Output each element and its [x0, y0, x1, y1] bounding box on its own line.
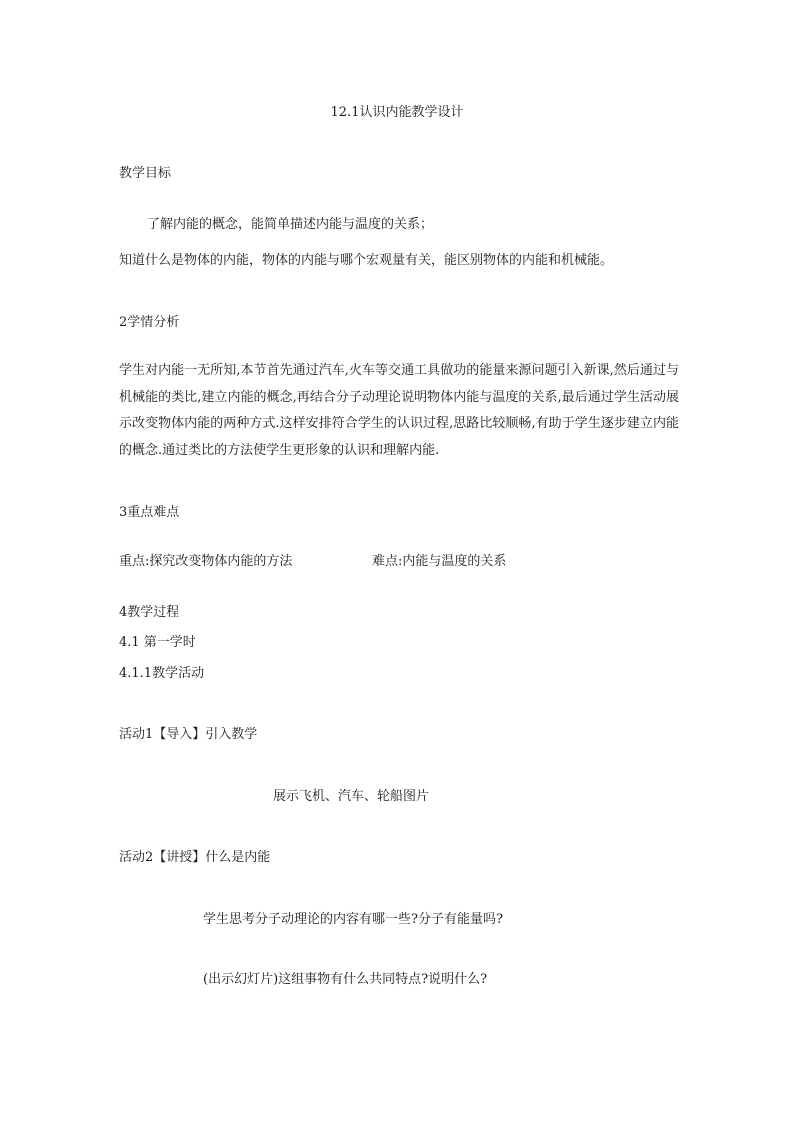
activity-2-content-1: 学生思考分子动理论的内容有哪一些?分子有能量吗? [203, 912, 503, 927]
document-title: 12.1认识内能教学设计 [330, 105, 464, 120]
difficulty-text: 难点:内能与温度的关系 [372, 554, 507, 569]
section-heading-student-analysis: 2学情分析 [119, 315, 180, 330]
activity-1-heading: 活动1【导入】引入教学 [119, 727, 258, 742]
goal-line-1: 了解内能的概念，能简单描述内能与温度的关系； [147, 217, 434, 232]
activity-2-content-2: (出示幻灯片)这组事物有什么共同特点?说明什么? [203, 972, 488, 987]
goal-line-2: 知道什么是物体的内能，物体的内能与哪个宏观量有关，能区别物体的内能和机械能。 [119, 253, 614, 268]
section-heading-teaching-goals: 教学目标 [119, 166, 172, 181]
subsection-teaching-activities: 4.1.1教学活动 [119, 666, 205, 681]
key-point-text: 重点:探究改变物体内能的方法 [119, 554, 293, 569]
subsection-first-period: 4.1 第一学时 [119, 635, 196, 650]
activity-2-heading: 活动2【讲授】什么是内能 [119, 850, 271, 865]
activity-1-content: 展示飞机、汽车、轮船图片 [273, 789, 430, 804]
student-analysis-paragraph: 学生对内能一无所知,本节首先通过汽车,火车等交通工具做功的能量来源问题引入新课,然后通过与机械能的类比,建立内能的概念,再结合分子动理论说明物体内能与温度的关系,最后通过学生活动展示改变物体内能的两种方式.这样安排符合学生的认识过程,思路比较顺畅,有助于学生逐步建立内能的概念.通过类比的方法使学生更形象的认识和理解内能. [119, 363, 679, 458]
section-heading-teaching-process: 4教学过程 [119, 605, 180, 620]
section-heading-key-difficulties: 3重点难点 [119, 505, 180, 520]
